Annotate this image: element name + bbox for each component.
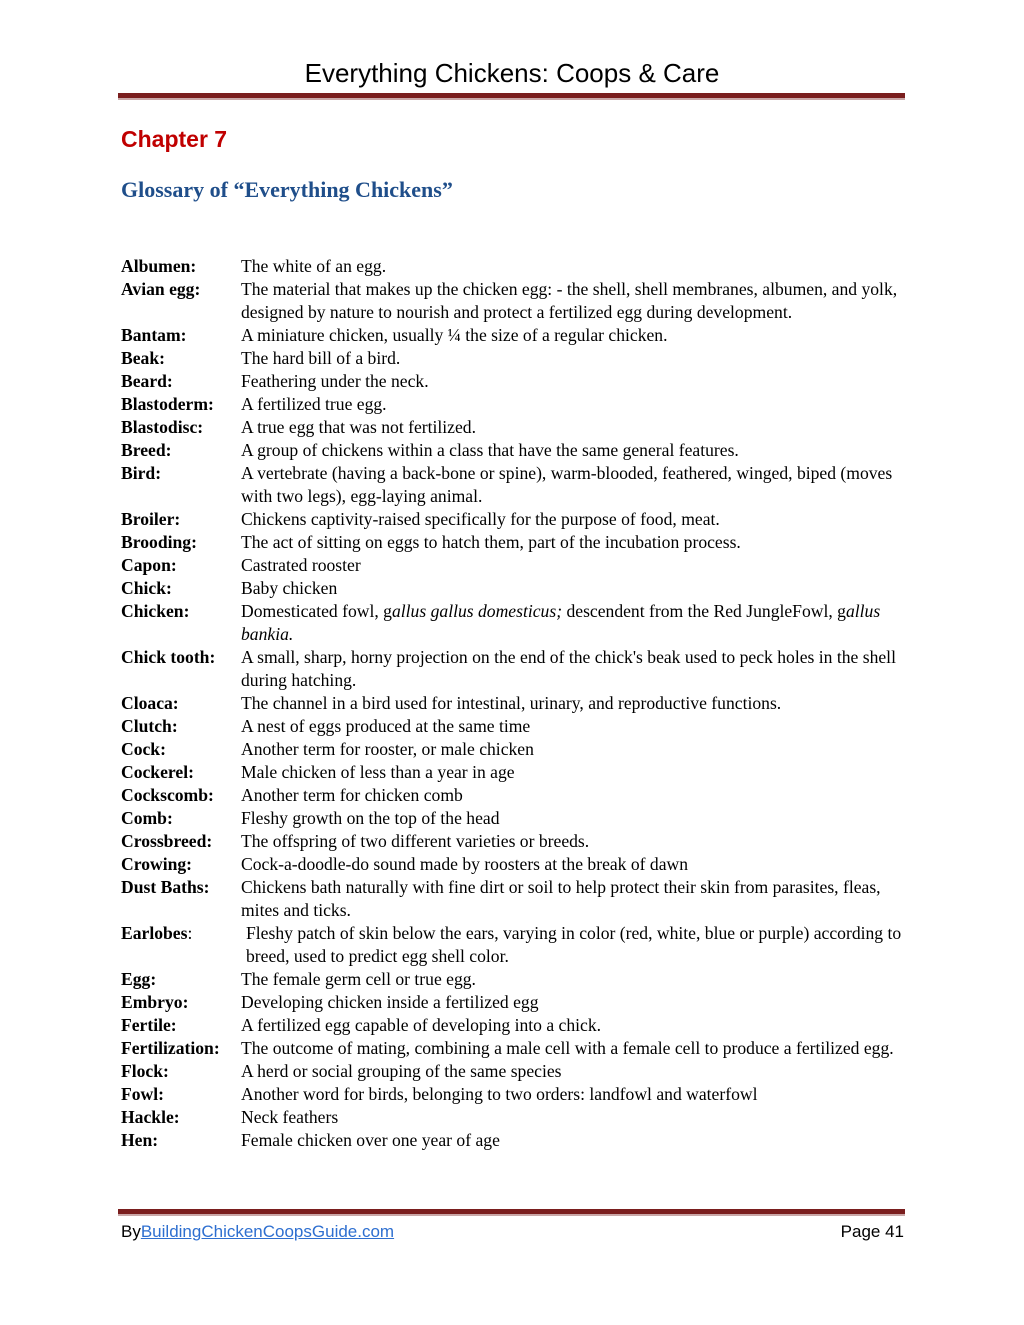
glossary-entry	[121, 738, 906, 761]
glossary-term: Fertilization:	[121, 1038, 220, 1058]
glossary-term: Beard:	[121, 371, 173, 391]
glossary-definition: The outcome of mating, combining a male cell with a female cell to produce a fertilized egg.	[241, 1038, 894, 1058]
glossary-term: Brooding:	[121, 532, 197, 552]
glossary-term: Blastodisc:	[121, 417, 204, 437]
glossary-definition: The white of an egg.	[241, 256, 387, 276]
glossary-term: Flock:	[121, 1061, 169, 1081]
glossary-entry	[121, 1060, 906, 1083]
glossary-definition: A small, sharp, horny projection on the end of the chick's beak used to peck holes in the shell during hatching.	[241, 647, 896, 690]
glossary-entry	[121, 508, 906, 531]
glossary-heading: Glossary of “Everything Chickens”	[121, 177, 453, 202]
glossary-term: Cockerel:	[121, 762, 194, 782]
glossary-definition: Feathering under the neck.	[241, 371, 429, 391]
glossary-term: Chick tooth:	[121, 647, 216, 667]
glossary-term: Beak:	[121, 348, 165, 368]
scientific-name: allus gallus domesticus;	[391, 601, 563, 621]
glossary-definition: The hard bill of a bird.	[241, 348, 401, 368]
glossary-term: Crossbreed:	[121, 831, 213, 851]
glossary-entry	[121, 807, 906, 830]
glossary-entry	[121, 1106, 906, 1129]
glossary-entry	[121, 876, 906, 922]
glossary-definition: Female chicken over one year of age	[241, 1130, 500, 1150]
glossary-entry	[121, 278, 906, 324]
glossary-definition: The material that makes up the chicken egg: - the shell, shell membranes, albumen, and yolk, designed by nature to nourish and protect a fertilized egg during development.	[241, 279, 898, 322]
glossary-term: Chick:	[121, 578, 172, 598]
glossary-entry	[121, 554, 906, 577]
glossary-definition: Cock-a-doodle-do sound made by roosters at the break of dawn	[241, 854, 689, 874]
glossary-term: Avian egg:	[121, 279, 201, 299]
glossary-definition: Another term for rooster, or male chicken	[241, 739, 534, 759]
glossary-definition: Fleshy growth on the top of the head	[241, 808, 500, 828]
glossary-entry	[121, 830, 906, 853]
glossary-definition: The female germ cell or true egg.	[241, 969, 476, 989]
definition-text: descendent from the Red JungleFowl, g	[562, 601, 846, 621]
glossary-term: Capon:	[121, 555, 177, 575]
term-word: Earlobes	[121, 923, 188, 943]
glossary-term: Clutch:	[121, 716, 178, 736]
glossary-term: Albumen:	[121, 256, 197, 276]
glossary-entry	[121, 1014, 906, 1037]
glossary-entry	[121, 347, 906, 370]
glossary-entry	[121, 761, 906, 784]
glossary-entry	[121, 600, 906, 646]
glossary-term: Bird:	[121, 463, 162, 483]
glossary-entry	[121, 531, 906, 554]
glossary-definition: A group of chickens within a class that have the same general features.	[241, 440, 739, 460]
glossary-entry	[121, 324, 906, 347]
glossary-list	[121, 255, 906, 1152]
footer-by: By	[121, 1222, 141, 1241]
header-divider	[118, 93, 905, 100]
glossary-term: Chicken:	[121, 601, 190, 621]
page-number: Page 41	[840, 1222, 904, 1241]
glossary-term: Blastoderm:	[121, 394, 214, 414]
glossary-definition: Another term for chicken comb	[241, 785, 463, 805]
footer-credit	[121, 1222, 394, 1242]
glossary-term: Cockscomb:	[121, 785, 214, 805]
glossary-entry	[121, 715, 906, 738]
glossary-definition: A fertilized true egg.	[241, 394, 387, 414]
glossary-term: Comb:	[121, 808, 173, 828]
glossary-entry	[121, 784, 906, 807]
glossary-definition: A miniature chicken, usually ¼ the size of a regular chicken.	[241, 325, 668, 345]
glossary-entry	[121, 393, 906, 416]
page-header-title: Everything Chickens: Coops & Care	[304, 58, 720, 88]
glossary-definition: Male chicken of less than a year in age	[241, 762, 515, 782]
glossary-definition: A true egg that was not fertilized.	[241, 417, 476, 437]
glossary-entry	[121, 1037, 906, 1060]
glossary-definition: The act of sitting on eggs to hatch them, part of the incubation process.	[241, 532, 741, 552]
glossary-entry	[121, 255, 906, 278]
glossary-entry	[121, 439, 906, 462]
glossary-term: Egg:	[121, 969, 157, 989]
glossary-definition: Castrated rooster	[241, 555, 361, 575]
glossary-term: Dust Baths:	[121, 877, 210, 897]
glossary-entry	[121, 692, 906, 715]
glossary-definition: Chickens captivity-raised specifically for the purpose of food, meat.	[241, 509, 720, 529]
glossary-entry	[121, 416, 906, 439]
scientific-name: allus bankia.	[241, 601, 881, 644]
footer-divider	[118, 1209, 905, 1216]
glossary-definition	[241, 600, 906, 646]
glossary-term: Hackle:	[121, 1107, 180, 1127]
glossary-entry	[121, 1129, 906, 1152]
glossary-term: Cloaca:	[121, 693, 179, 713]
glossary-entry	[121, 370, 906, 393]
glossary-definition: A nest of eggs produced at the same time	[241, 716, 531, 736]
chapter-heading: Chapter 7	[121, 126, 228, 152]
glossary-term: Embryo:	[121, 992, 189, 1012]
term-colon: :	[187, 923, 193, 943]
glossary-entry	[121, 646, 906, 692]
glossary-entry	[121, 991, 906, 1014]
glossary-definition: A fertilized egg capable of developing into a chick.	[241, 1015, 602, 1035]
glossary-definition: Another word for birds, belonging to two orders: landfowl and waterfowl	[241, 1084, 758, 1104]
definition-text: Domesticated fowl, g	[241, 601, 392, 621]
glossary-entry	[121, 853, 906, 876]
footer-site-link[interactable]: BuildingChickenCoopsGuide.com	[140, 1222, 395, 1241]
glossary-term: Fowl:	[121, 1084, 164, 1104]
glossary-entry	[121, 1083, 906, 1106]
glossary-term: Hen:	[121, 1130, 159, 1150]
glossary-definition: The channel in a bird used for intestinal, urinary, and reproductive functions.	[241, 693, 782, 713]
glossary-definition: Chickens bath naturally with fine dirt or soil to help protect their skin from parasites, fleas, mites and ticks.	[241, 877, 881, 920]
glossary-definition: Fleshy patch of skin below the ears, varying in color (red, white, blue or purple) according to breed, used to predict egg shell color.	[246, 923, 902, 966]
glossary-entry	[121, 577, 906, 600]
glossary-term: Crowing:	[121, 854, 193, 874]
glossary-term	[121, 922, 241, 968]
glossary-term: Bantam:	[121, 325, 187, 345]
glossary-term: Broiler:	[121, 509, 181, 529]
glossary-term: Breed:	[121, 440, 172, 460]
glossary-term: Fertile:	[121, 1015, 177, 1035]
glossary-definition: The offspring of two different varieties or breeds.	[241, 831, 590, 851]
glossary-definition: Baby chicken	[241, 578, 338, 598]
glossary-entry	[121, 922, 906, 968]
glossary-term: Cock:	[121, 739, 166, 759]
glossary-definition: A vertebrate (having a back-bone or spine), warm-blooded, feathered, winged, biped (moves with two legs), egg-laying animal.	[241, 463, 893, 506]
glossary-definition: Neck feathers	[241, 1107, 339, 1127]
glossary-entry	[121, 968, 906, 991]
glossary-definition: A herd or social grouping of the same species	[241, 1061, 562, 1081]
glossary-definition: Developing chicken inside a fertilized egg	[241, 992, 539, 1012]
glossary-entry	[121, 462, 906, 508]
